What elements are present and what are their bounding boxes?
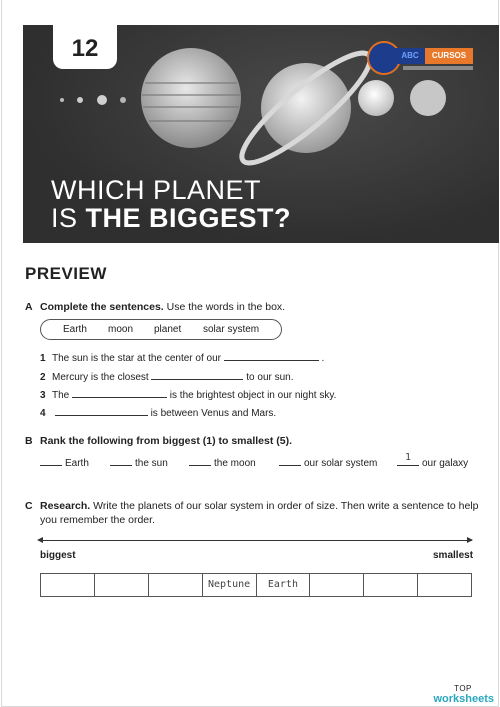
sentence-2	[40, 371, 294, 383]
rank-blank[interactable]	[189, 457, 211, 466]
rank-item-galaxy	[397, 452, 469, 469]
planet-cell[interactable]	[364, 574, 418, 596]
footer-brand-text: worksheets	[433, 693, 494, 705]
word-box-item: solar system	[203, 324, 260, 335]
sentence-after: is between Venus and Mars.	[150, 408, 277, 419]
topworksheets-logo	[432, 684, 494, 705]
word-box-item: planet	[154, 324, 182, 335]
rank-answer: 1	[404, 452, 412, 463]
rank-blank[interactable]	[279, 457, 301, 466]
section-b-letter: B	[25, 435, 33, 447]
section-c-letter: C	[25, 500, 33, 512]
sentence-1	[40, 352, 324, 364]
rank-blank[interactable]	[397, 452, 419, 466]
planet-cell[interactable]	[95, 574, 149, 596]
word-box	[40, 319, 282, 340]
logo-text-blue: ABC	[395, 48, 425, 64]
rank-label: the moon	[214, 458, 256, 469]
section-c-instruction	[40, 500, 479, 512]
section-a-instruction	[40, 301, 285, 313]
planet-cell[interactable]	[41, 574, 95, 596]
rank-item-moon	[189, 457, 256, 469]
section-c-instruction-rest: Write the planets of our solar system in order of size. Then write a sentence to help	[90, 500, 479, 512]
lesson-banner	[23, 25, 499, 243]
rank-blank[interactable]	[110, 457, 132, 466]
sentence-before: Mercury is the closest	[52, 372, 149, 383]
earth-icon	[97, 95, 107, 105]
sentence-after: to our sun.	[246, 372, 294, 383]
size-arrow-line	[40, 540, 472, 541]
rank-label: the sun	[135, 458, 168, 469]
section-c-instruction-line2: you remember the order.	[40, 514, 155, 526]
title-prefix: IS	[51, 203, 86, 233]
arrow-right-icon	[467, 537, 473, 543]
venus-icon	[77, 97, 83, 103]
jupiter-icon	[141, 48, 241, 148]
sentence-number: 2	[40, 372, 46, 383]
rank-item-solar-system	[279, 457, 377, 469]
rank-label: Earth	[65, 458, 89, 469]
planet-cell[interactable]: Neptune	[203, 574, 257, 596]
uranus-icon	[358, 80, 394, 116]
sentence-number: 4	[40, 408, 46, 419]
answer-blank[interactable]	[224, 352, 319, 361]
section-a-instruction-bold: Complete the sentences.	[40, 301, 164, 313]
answer-blank[interactable]	[55, 407, 148, 416]
mars-icon	[120, 97, 126, 103]
section-b-instruction: Rank the following from biggest (1) to smallest (5).	[40, 435, 293, 447]
answer-blank[interactable]	[151, 371, 243, 380]
sentence-number: 1	[40, 353, 46, 364]
arrow-left-icon	[37, 537, 43, 543]
planet-cell[interactable]	[310, 574, 364, 596]
sentence-number: 3	[40, 390, 46, 401]
unit-number: 12	[71, 35, 99, 62]
planet-cell[interactable]: Earth	[257, 574, 311, 596]
sentence-4	[40, 407, 276, 419]
title-bold: THE BIGGEST?	[85, 203, 292, 233]
planet-order-table	[40, 573, 472, 597]
section-c-instruction-bold: Research.	[40, 500, 91, 512]
title-line-2	[51, 203, 291, 234]
abc-cursos-logo	[367, 41, 479, 75]
label-biggest: biggest	[40, 550, 76, 561]
sentence-after: .	[321, 353, 325, 364]
logo-underline	[403, 66, 473, 70]
rank-item-earth	[40, 457, 89, 469]
label-smallest: smallest	[433, 550, 474, 561]
rank-label: our solar system	[304, 458, 378, 469]
sentence-before: The sun is the star at the center of our	[52, 353, 221, 364]
section-a-instruction-rest: Use the words in the box.	[163, 301, 286, 313]
mercury-icon	[60, 98, 64, 102]
sentence-before: The	[52, 390, 70, 401]
unit-number-tab	[53, 25, 117, 69]
word-box-item: moon	[108, 324, 134, 335]
answer-blank[interactable]	[72, 389, 167, 398]
word-box-item: Earth	[63, 324, 87, 335]
rank-item-sun	[110, 457, 168, 469]
section-a-letter: A	[25, 301, 33, 313]
footer-top-text: TOP	[454, 684, 472, 693]
sentence-3	[40, 389, 336, 401]
preview-heading: PREVIEW	[25, 264, 107, 283]
planet-cell[interactable]	[418, 574, 471, 596]
rank-label: our galaxy	[422, 458, 469, 469]
rank-blank[interactable]	[40, 457, 62, 466]
logo-text-orange: CURSOS	[425, 48, 473, 64]
neptune-icon	[410, 80, 446, 116]
title-line-1: WHICH PLANET	[51, 175, 262, 205]
sentence-after: is the brightest object in our night sky.	[169, 390, 337, 401]
planet-cell[interactable]	[149, 574, 203, 596]
